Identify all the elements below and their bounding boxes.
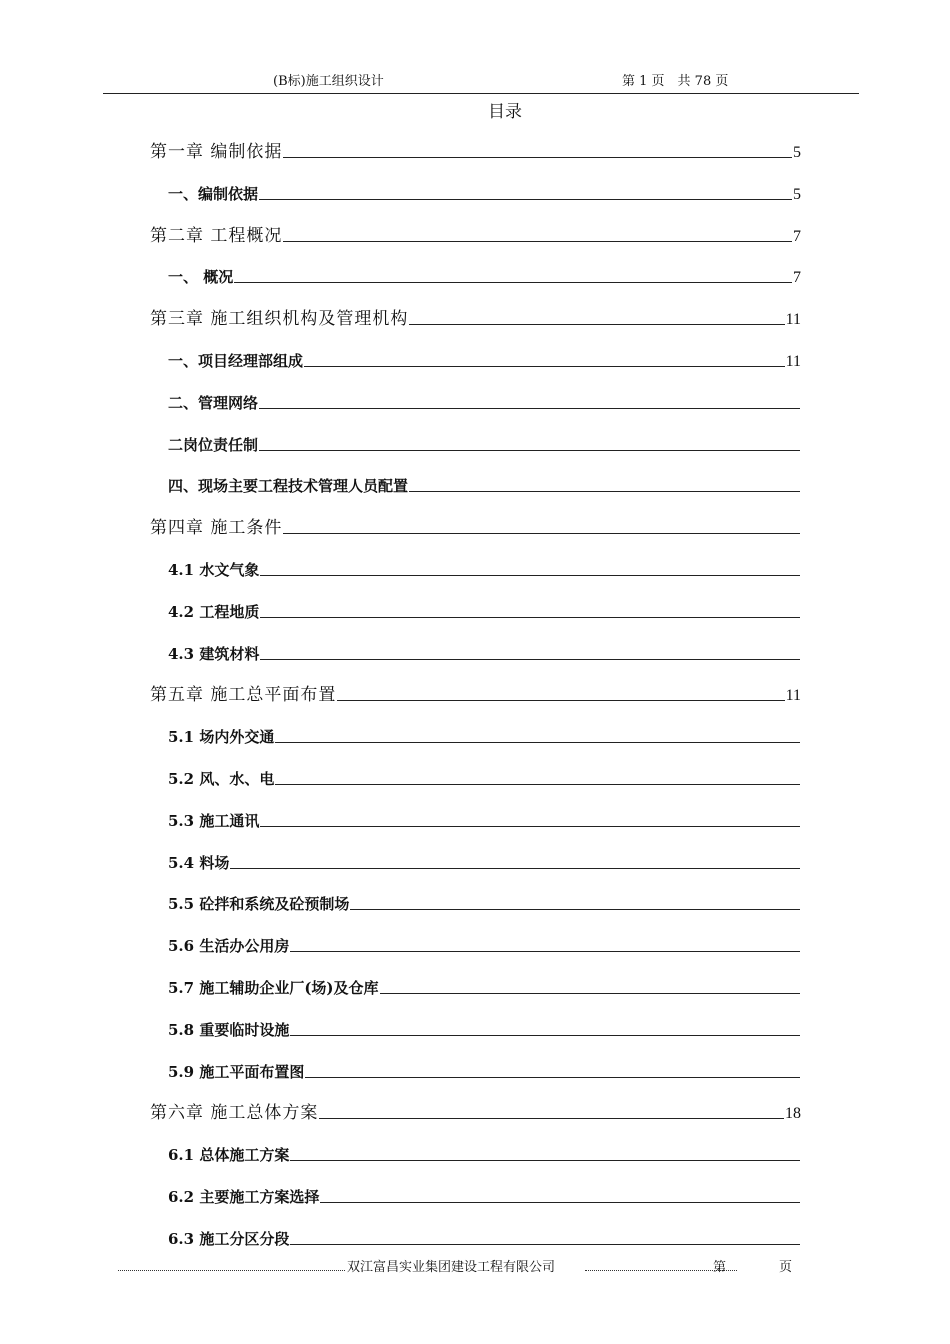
toc-entry-label: 第六章 施工总体方案 — [150, 1103, 319, 1123]
toc-section-entry[interactable] — [168, 1225, 801, 1249]
footer-page-prefix: 第 — [713, 1260, 727, 1275]
toc-entry-label: 5.3 施工通讯 — [168, 812, 260, 830]
toc-leader-line — [275, 742, 800, 743]
toc-section-entry[interactable] — [168, 598, 801, 622]
toc-entry-label: 5.6 生活办公用房 — [168, 937, 290, 955]
toc-entry-label: 一、 概况 — [168, 268, 234, 286]
toc-entry-label: 四、现场主要工程技术管理人员配置 — [168, 477, 409, 495]
toc-section-entry[interactable] — [168, 640, 801, 664]
toc-leader-line — [283, 241, 792, 242]
toc-section-entry[interactable] — [168, 263, 801, 287]
footer-company: 双江富昌实业集团建设工程有限公司 — [347, 1260, 556, 1275]
toc-leader-line — [290, 1244, 800, 1245]
toc-section-entry[interactable] — [168, 389, 801, 413]
toc-section-entry[interactable] — [168, 180, 801, 204]
toc-leader-line — [259, 450, 800, 451]
toc-entry-label: 第二章 工程概况 — [150, 226, 283, 246]
header-title: (B标)施工组织设计 — [273, 74, 384, 89]
toc-entry-label: 5.1 场内外交通 — [168, 728, 275, 746]
toc-leader-line — [337, 700, 784, 701]
toc-leader-line — [283, 533, 800, 534]
toc-entry-label: 5.8 重要临时设施 — [168, 1021, 290, 1039]
toc-entry-label: 第四章 施工条件 — [150, 518, 283, 538]
toc-entry-page: 7 — [793, 269, 801, 286]
toc-section-entry[interactable] — [168, 849, 801, 873]
toc-leader-line — [290, 1035, 800, 1036]
toc-section-entry[interactable] — [168, 556, 801, 580]
toc-leader-line — [230, 868, 800, 869]
toc-chapter-entry[interactable] — [150, 514, 801, 538]
toc-leader-line — [320, 1202, 800, 1203]
toc-entry-label: 第五章 施工总平面布置 — [150, 685, 337, 705]
toc-entry-label: 二岗位责任制 — [168, 436, 259, 454]
footer-dotted-line-left — [118, 1270, 345, 1271]
toc-entry-label: 5.2 风、水、电 — [168, 770, 275, 788]
header-rule — [103, 93, 859, 94]
toc-section-entry[interactable] — [168, 472, 801, 496]
toc-section-entry[interactable] — [168, 890, 801, 914]
toc-section-entry[interactable] — [168, 1016, 801, 1040]
toc-entry-label: 一、项目经理部组成 — [168, 352, 304, 370]
toc-section-entry[interactable] — [168, 347, 801, 371]
toc-leader-line — [260, 575, 800, 576]
toc-leader-line — [275, 784, 800, 785]
toc-chapter-entry[interactable] — [150, 305, 801, 329]
toc-section-entry[interactable] — [168, 765, 801, 789]
toc-title: 目录 — [488, 102, 522, 122]
toc-leader-line — [319, 1118, 784, 1119]
toc-entry-page: 5 — [793, 144, 801, 161]
toc-chapter-entry[interactable] — [150, 138, 801, 162]
toc-entry-page: 11 — [785, 353, 801, 370]
toc-leader-line — [260, 826, 800, 827]
toc-entry-label: 4.2 工程地质 — [168, 603, 260, 621]
toc-section-entry[interactable] — [168, 723, 801, 747]
toc-section-entry[interactable] — [168, 807, 801, 831]
toc-leader-line — [283, 157, 792, 158]
toc-leader-line — [259, 199, 792, 200]
toc-leader-line — [380, 993, 800, 994]
toc-leader-line — [409, 324, 784, 325]
toc-section-entry[interactable] — [168, 974, 801, 998]
toc-leader-line — [290, 1160, 800, 1161]
toc-leader-line — [350, 909, 800, 910]
footer-page-suffix: 页 — [779, 1260, 793, 1275]
toc-section-entry[interactable] — [168, 932, 801, 956]
toc-entry-label: 6.2 主要施工方案选择 — [168, 1188, 320, 1206]
toc-leader-line — [260, 659, 800, 660]
toc-leader-line — [260, 617, 800, 618]
toc-entry-label: 5.7 施工辅助企业厂(场)及仓库 — [168, 979, 379, 997]
toc-entry-page: 5 — [793, 186, 801, 203]
toc-leader-line — [259, 408, 800, 409]
toc-entry-label: 第一章 编制依据 — [150, 142, 283, 162]
toc-entry-label: 5.9 施工平面布置图 — [168, 1063, 305, 1081]
header-page-info: 第 1 页 共 78 页 — [622, 74, 729, 89]
toc-entry-label: 6.3 施工分区分段 — [168, 1230, 290, 1248]
toc-section-entry[interactable] — [168, 1058, 801, 1082]
toc-section-entry[interactable] — [168, 1141, 801, 1165]
toc-chapter-entry[interactable] — [150, 222, 801, 246]
toc-leader-line — [409, 491, 800, 492]
toc-chapter-entry[interactable] — [150, 681, 801, 705]
toc-entry-page: 11 — [785, 311, 801, 328]
toc-leader-line — [305, 1077, 800, 1078]
toc-entry-label: 第三章 施工组织机构及管理机构 — [150, 309, 409, 329]
toc-section-entry[interactable] — [168, 431, 801, 455]
toc-entry-label: 6.1 总体施工方案 — [168, 1146, 290, 1164]
toc-entry-label: 5.4 料场 — [168, 854, 230, 872]
toc-entry-label: 4.3 建筑材料 — [168, 645, 260, 663]
toc-leader-line — [304, 366, 785, 367]
toc-chapter-entry[interactable] — [150, 1099, 801, 1123]
toc-entry-page: 7 — [793, 228, 801, 245]
toc-entry-label: 一、编制依据 — [168, 185, 259, 203]
toc-leader-line — [234, 282, 792, 283]
toc-entry-page: 18 — [785, 1105, 801, 1122]
toc-leader-line — [290, 951, 800, 952]
toc-entry-label: 5.5 砼拌和系统及砼预制场 — [168, 895, 350, 913]
toc-entry-label: 4.1 水文气象 — [168, 561, 260, 579]
toc-entry-page: 11 — [785, 687, 801, 704]
toc-entry-label: 二、管理网络 — [168, 394, 259, 412]
toc-section-entry[interactable] — [168, 1183, 801, 1207]
